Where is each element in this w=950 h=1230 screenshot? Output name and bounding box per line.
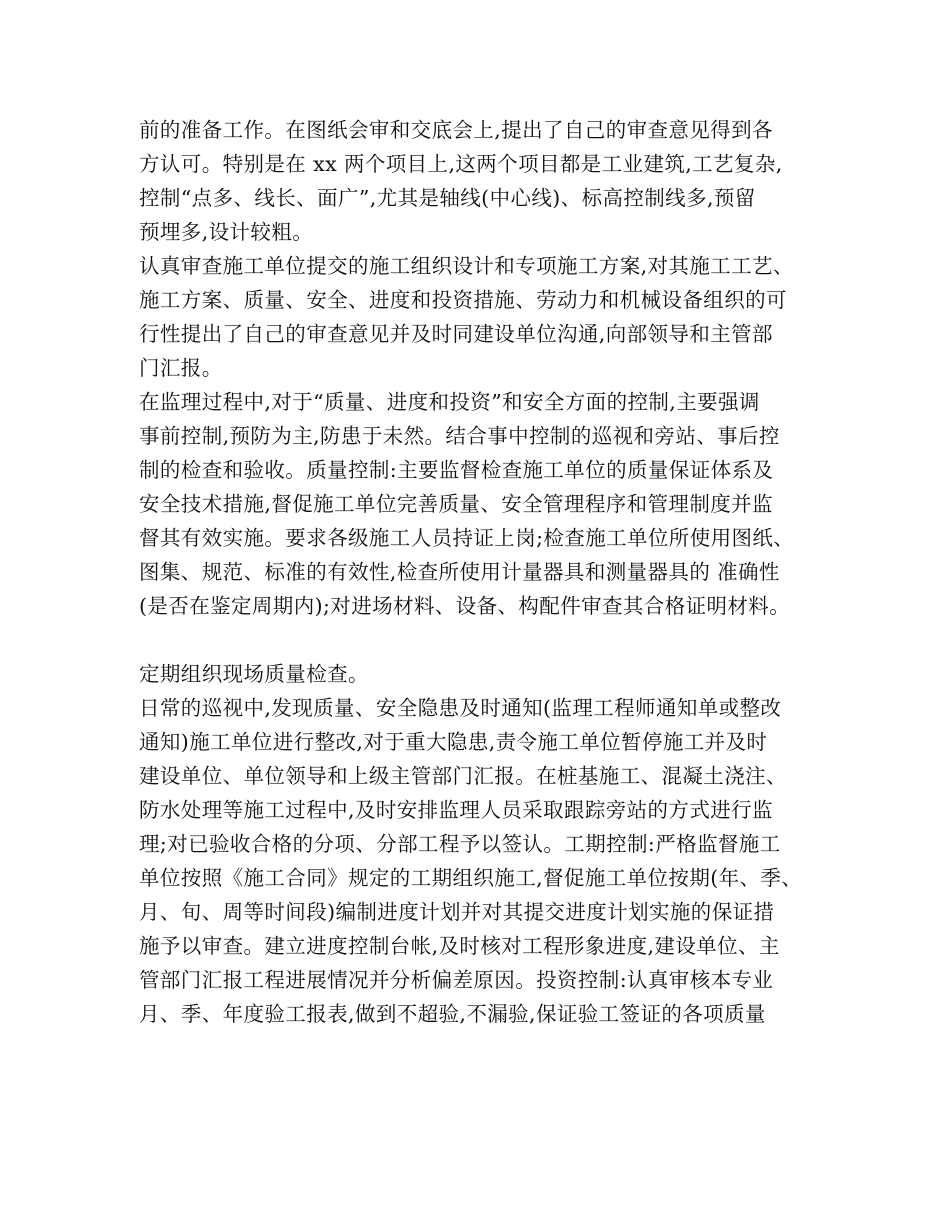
text-line: 事前控制,预防为主,防患于未然。结合事中控制的巡视和旁站、事后控 (139, 424, 780, 448)
text-line: 建设单位、单位领导和上级主管部门汇报。在桩基施工、混凝土浇注、 (139, 764, 787, 788)
text-line: 督其有效实施。要求各级施工人员持证上岗;检查施工单位所使用图纸、 (139, 526, 795, 550)
text-line: 日常的巡视中,发现质量、安全隐患及时通知(监理工程师通知单或整改 (139, 696, 782, 720)
text-line: 图集、规范、标准的有效性,检查所使用计量器具和测量器具的 准确性 (139, 560, 780, 584)
blank-line (139, 623, 839, 657)
text-line: 单位按照《施工合同》规定的工期组织施工,督促施工单位按期(年、季、 (139, 866, 803, 890)
body-text (139, 113, 839, 1031)
text-line: 施予以审查。建立进度控制台帐,及时核对工程形象进度,建设单位、主 (139, 934, 780, 958)
text-line: 前的准备工作。在图纸会审和交底会上,提出了自己的审查意见得到各 (139, 118, 773, 142)
text-line: 行性提出了自己的审查意见并及时同建设单位沟通,向部领导和主管部 (139, 322, 773, 346)
text-line: 安全技术措施,督促施工单位完善质量、安全管理程序和管理制度并监 (139, 492, 773, 516)
text-line: 认真审查施工单位提交的施工组织设计和专项施工方案,对其施工工艺、 (139, 254, 794, 278)
text-line: 管部门汇报工程进展情况并分析偏差原因。投资控制:认真审核本专业 (139, 968, 774, 992)
text-line: 在监理过程中,对于“质量、进度和投资”和安全方面的控制,主要强调 (139, 390, 760, 414)
text-line: 门汇报。 (139, 356, 223, 380)
text-line: 施工方案、质量、安全、进度和投资措施、劳动力和机械设备组织的可 (139, 288, 787, 312)
text-line: 预埋多,设计较粗。 (139, 220, 314, 244)
text-line: 理;对已验收合格的分项、分部工程予以签认。工期控制:严格监督施工 (139, 832, 781, 856)
text-line: (是否在鉴定周期内);对进场材料、设备、构配件审查其合格证明材料。 (139, 594, 791, 618)
text-line: 控制“点多、线长、面广”,尤其是轴线(中心线)、标高控制线多,预留 (139, 186, 756, 210)
text-line: 防水处理等施工过程中,及时安排监理人员采取跟踪旁站的方式进行监 (139, 798, 773, 822)
text-line: 制的检查和验收。质量控制:主要监督检查施工单位的质量保证体系及 (139, 458, 774, 482)
text-line: 方认可。特别是在 xx 两个项目上,这两个项目都是工业建筑,工艺复杂, (139, 152, 783, 176)
text-line: 通知)施工单位进行整改,对于重大隐患,责令施工单位暂停施工并及时 (139, 730, 768, 754)
text-line: 月、旬、周等时间段)编制进度计划并对其提交进度计划实施的保证措 (139, 900, 775, 924)
text-line: 定期组织现场质量检查。 (139, 662, 369, 686)
text-line: 月、季、年度验工报表,做到不超验,不漏验,保证验工签证的各项质量 (139, 1002, 766, 1026)
